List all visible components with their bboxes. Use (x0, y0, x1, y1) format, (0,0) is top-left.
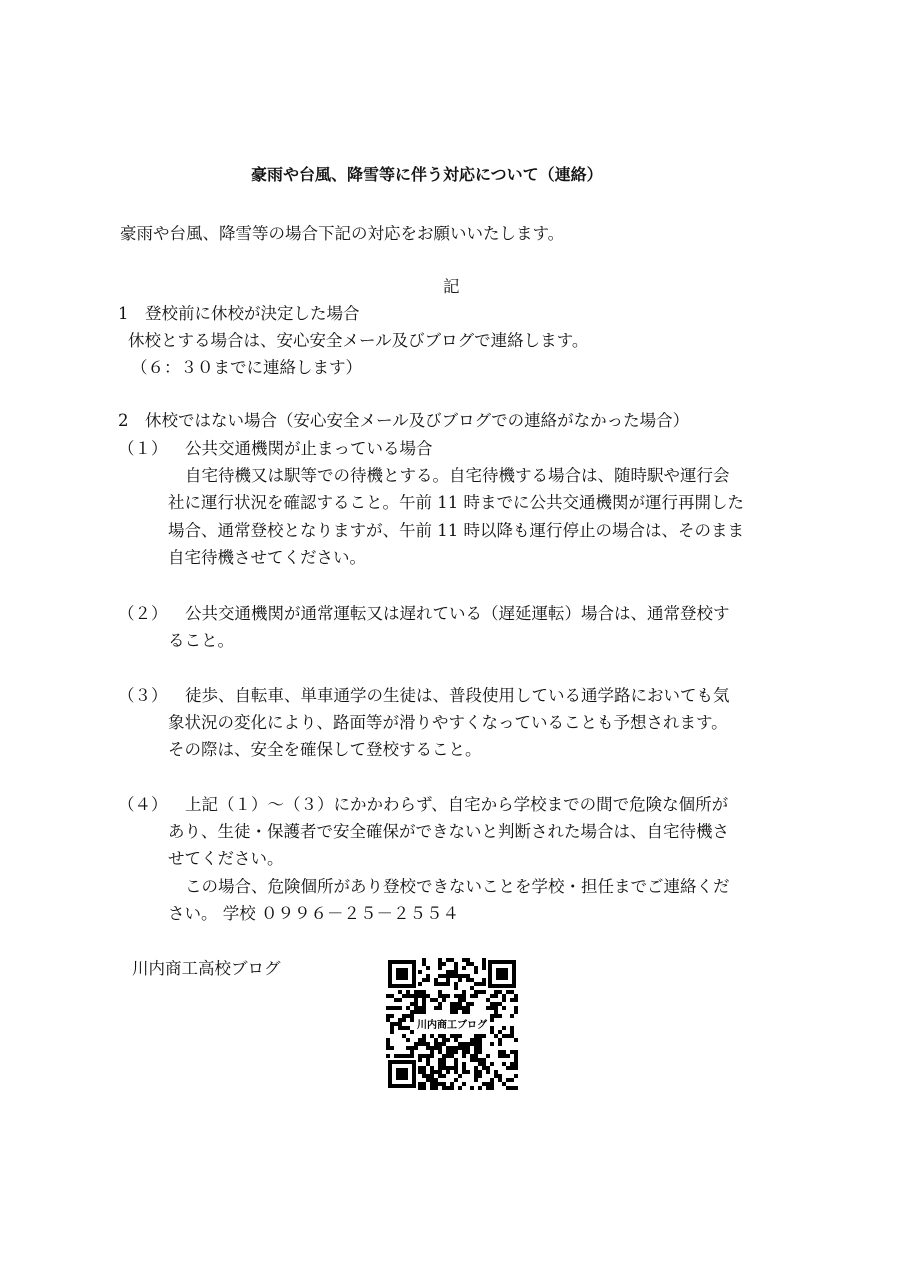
section-1-heading: 1 登校前に休校が決定した場合 (118, 304, 360, 323)
item-4-line: この場合、危険個所があり登校できないことを学校・担任までご連絡くだ (185, 877, 730, 896)
section-1-note: （６：３０までに連絡します） (131, 358, 362, 377)
section-1-text: 休校とする場合は、安心安全メール及びブログで連絡します。 (128, 331, 589, 350)
item-3-line: 象状況の変化により、路面等が滑りやすくなっていることも予想されます。 (168, 713, 728, 732)
item-4-line: せてください。 (168, 849, 284, 868)
item-4-line: あり、生徒・保護者で安全確保ができないと判断された場合は、自宅待機さ (168, 822, 729, 841)
item-2-line: 公共交通機関が通常運転又は遅れている（遅延運転）場合は、通常登校す (185, 604, 730, 623)
item-1-line: 自宅待機又は駅等での待機とする。自宅待機する場合は、随時駅や運行会 (185, 466, 730, 485)
item-4-line: 上記（１）～（３）にかかわらず、自宅から学校までの間で危険な個所が (185, 795, 729, 814)
item-3-line: 徒歩、自転車、単車通学の生徒は、普段使用している通学路においても気 (185, 686, 730, 705)
qr-code-icon (386, 958, 518, 1090)
intro-text: 豪雨や台風、降雪等の場合下記の対応をお願いいたします。 (120, 224, 565, 243)
blog-qr-code[interactable] (386, 958, 518, 1090)
item-1-line: 場合、通常登校となりますが、午前 11 時以降も運行停止の場合は、そのまま (168, 521, 744, 540)
item-1-line: 社に運行状況を確認すること。午前 11 時までに公共交通機関が運行再開した (168, 493, 744, 512)
blog-label: 川内商工高校ブログ (132, 959, 281, 978)
ki-heading: 記 (443, 277, 460, 296)
item-4-number: （４） (118, 795, 168, 814)
school-contact: さい。 学校 ０９９６－２５－２５５４ (168, 904, 459, 923)
item-2-number: （２） (118, 604, 168, 623)
qr-caption: 川内商工ブログ (417, 1020, 487, 1031)
item-1-title: 公共交通機関が止まっている場合 (185, 439, 433, 458)
item-2-line: ること。 (168, 631, 234, 650)
item-1-number: （１） (118, 439, 168, 458)
item-3-line: その際は、安全を確保して登校すること。 (168, 740, 482, 759)
document-title: 豪雨や台風、降雪等に伴う対応について（連絡） (251, 165, 603, 184)
item-3-number: （３） (118, 686, 168, 705)
item-1-line: 自宅待機させてください。 (168, 548, 366, 567)
section-2-heading: 2 休校ではない場合（安心安全メール及びブログでの連絡がなかった場合） (118, 411, 690, 430)
